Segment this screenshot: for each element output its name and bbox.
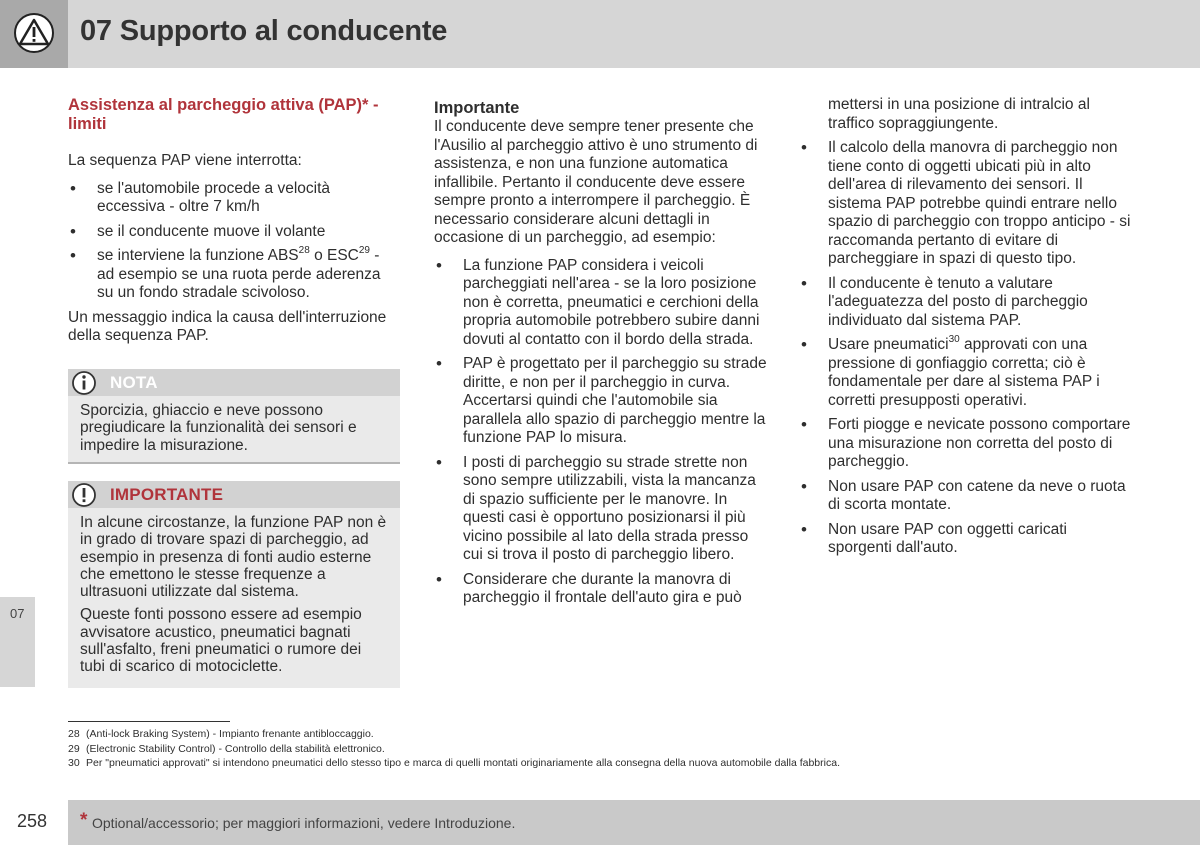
list-item: • Il calcolo della manovra di parcheggio non tiene conto di oggetti ubicati più in alto dell'area di rilevamento dei sensori. Il sistema PAP potrebbe quindi entrare nello spazio di parcheggio con troppo anticipo - si raccomanda pertanto di evitare di parcheggiare in spazi di questo tipo. — [799, 139, 1135, 269]
list-item: • Non usare PAP con catene da neve o ruota di scorta montate. — [799, 478, 1135, 515]
footnote-number: 28 — [68, 728, 80, 740]
list-item: • La funzione PAP considera i veicoli parcheggiati nell'area - se la loro posizione non è corretta, pneumatici e cerchioni della propria automobile potrebbero subire danni dovuti al contatto con il bordo della strada. — [434, 257, 770, 350]
column-2 — [434, 96, 770, 614]
importante-title: IMPORTANTE — [110, 485, 224, 504]
chapter-side-tab — [0, 597, 35, 687]
section-title: Assistenza al parcheggio attiva (PAP)* - limiti — [68, 96, 379, 133]
footnote-text: Per "pneumatici approvati" si intendono pneumatici dello stesso tipo e marca di quelli montati originariamente alla consegna della nuova automobile dalla fabbrica. — [86, 757, 840, 769]
importante-body — [68, 508, 400, 676]
footnote-divider — [68, 721, 230, 722]
page-number: 258 — [17, 811, 48, 831]
footnote — [68, 756, 840, 771]
list-item-text: - ad esempio se una ruota perde aderenza su un fondo stradale scivoloso. — [97, 247, 381, 301]
list-item: • Forti piogge e nevicate possono comportare una misurazione non corretta del posto di parcheggio. — [799, 416, 1135, 472]
list-item — [799, 333, 1135, 410]
bullet-list — [434, 257, 770, 608]
list-item: • Considerare che durante la manovra di parcheggio il frontale dell'auto gira e può — [434, 571, 770, 608]
footnote — [68, 727, 840, 742]
nota-box — [68, 369, 400, 464]
page-title: 07 Supporto al conducente — [80, 15, 448, 47]
bullet-list — [799, 139, 1135, 558]
list-item: • se il conducente muove il volante — [68, 223, 400, 242]
list-item-text: approvati con una pressione di gonfiaggio corretta; ciò è fondamentale per dare al sistema PAP i corretti presupposti operativi. — [828, 336, 1100, 409]
outro-text: Un messaggio indica la causa dell'interruzione della sequenza PAP. — [68, 308, 387, 344]
chapter-number: 07 — [10, 606, 25, 621]
footnote-number: 29 — [68, 742, 80, 755]
importante-paragraph: Queste fonti possono essere ad esempio avvisatore acustico, pneumatici bagnati sull'asfalto, freni pneumatici o rumore dei tubi di scarico di motociclette. — [80, 606, 362, 676]
footnotes — [68, 727, 840, 771]
footnote-text: (Electronic Stability Control) - Controllo della stabilità elettronico. — [86, 742, 385, 755]
footnote-text: (Anti-lock Braking System) - Impianto frenante antibloccaggio. — [86, 728, 374, 740]
warning-triangle-icon — [13, 12, 55, 54]
importante-header — [68, 481, 400, 508]
footnote — [68, 742, 840, 757]
list-item: • Il conducente è tenuto a valutare l'adeguatezza del posto di parcheggio individuato dal sistema PAP. — [799, 275, 1135, 331]
column-3 — [799, 96, 1135, 564]
importante-box — [68, 481, 400, 688]
list-item — [68, 244, 400, 303]
nota-title: NOTA — [110, 373, 158, 392]
list-item: • se l'automobile procede a velocità eccessiva - oltre 7 km/h — [68, 180, 400, 217]
bullet-list — [68, 180, 400, 303]
footnote-ref: 29 — [358, 244, 370, 256]
important-heading: Importante — [434, 99, 520, 117]
continued-text: mettersi in una posizione di intralcio al traffico sopraggiungente. — [828, 96, 1090, 132]
list-item-text: Usare pneumatici — [828, 336, 949, 353]
footer-bar — [68, 800, 1200, 845]
list-item: • I posti di parcheggio su strade strette non sono sempre utilizzabili, vista la mancanza di spazio sufficiente per le manovre. In questi casi è opportuno posizionarsi il più vicino possibile al lato della strada presso cui si trova il posto di parcheggio libero. — [434, 454, 770, 565]
column-1 — [68, 96, 400, 355]
intro-text: La sequenza PAP viene interrotta: — [68, 152, 302, 169]
page-header — [0, 0, 1200, 68]
footnote-ref: 28 — [298, 244, 310, 256]
footer-text: Optional/accessorio; per maggiori informazioni, vedere Introduzione. — [92, 815, 516, 831]
nota-body — [68, 396, 400, 454]
exclamation-icon — [71, 482, 97, 508]
info-icon — [71, 370, 97, 396]
list-item: • Non usare PAP con oggetti caricati sporgenti dall'auto. — [799, 521, 1135, 558]
list-item-text: se interviene la funzione ABS — [97, 247, 299, 264]
list-item-text: o ESC — [309, 247, 359, 264]
list-item: • PAP è progettato per il parcheggio su strade diritte, e non per il parcheggio in curva. Accertarsi quindi che l'automobile sia parallela allo spazio di parcheggio mentre la funzione PAP lo misura. — [434, 355, 770, 448]
header-icon-box — [0, 0, 68, 68]
nota-header — [68, 369, 400, 396]
footnote-number: 30 — [68, 757, 80, 769]
footnote-ref: 30 — [948, 333, 960, 345]
importante-paragraph: In alcune circostanze, la funzione PAP non è in grado di trovare spazi di parcheggio, ad esempio in presenza di fonti audio esterne che emettono le stesse frequenze a ultrasuoni utilizzate dal sistema. — [80, 514, 387, 601]
page-number-box — [0, 800, 68, 845]
optional-star: * — [80, 810, 88, 831]
important-intro: Il conducente deve sempre tener presente che l'Ausilio al parcheggio attivo è uno strumento di assistenza, e non una funzione automatica infallibile. Pertanto il conducente deve essere sempre pronto a interrompere il parcheggio. È necessario considerare alcuni dettagli in occasione di un parcheggio, ad esempio: — [434, 118, 758, 246]
nota-text: Sporcizia, ghiaccio e neve possono pregiudicare la funzionalità dei sensori e impedire la misurazione. — [80, 402, 357, 454]
